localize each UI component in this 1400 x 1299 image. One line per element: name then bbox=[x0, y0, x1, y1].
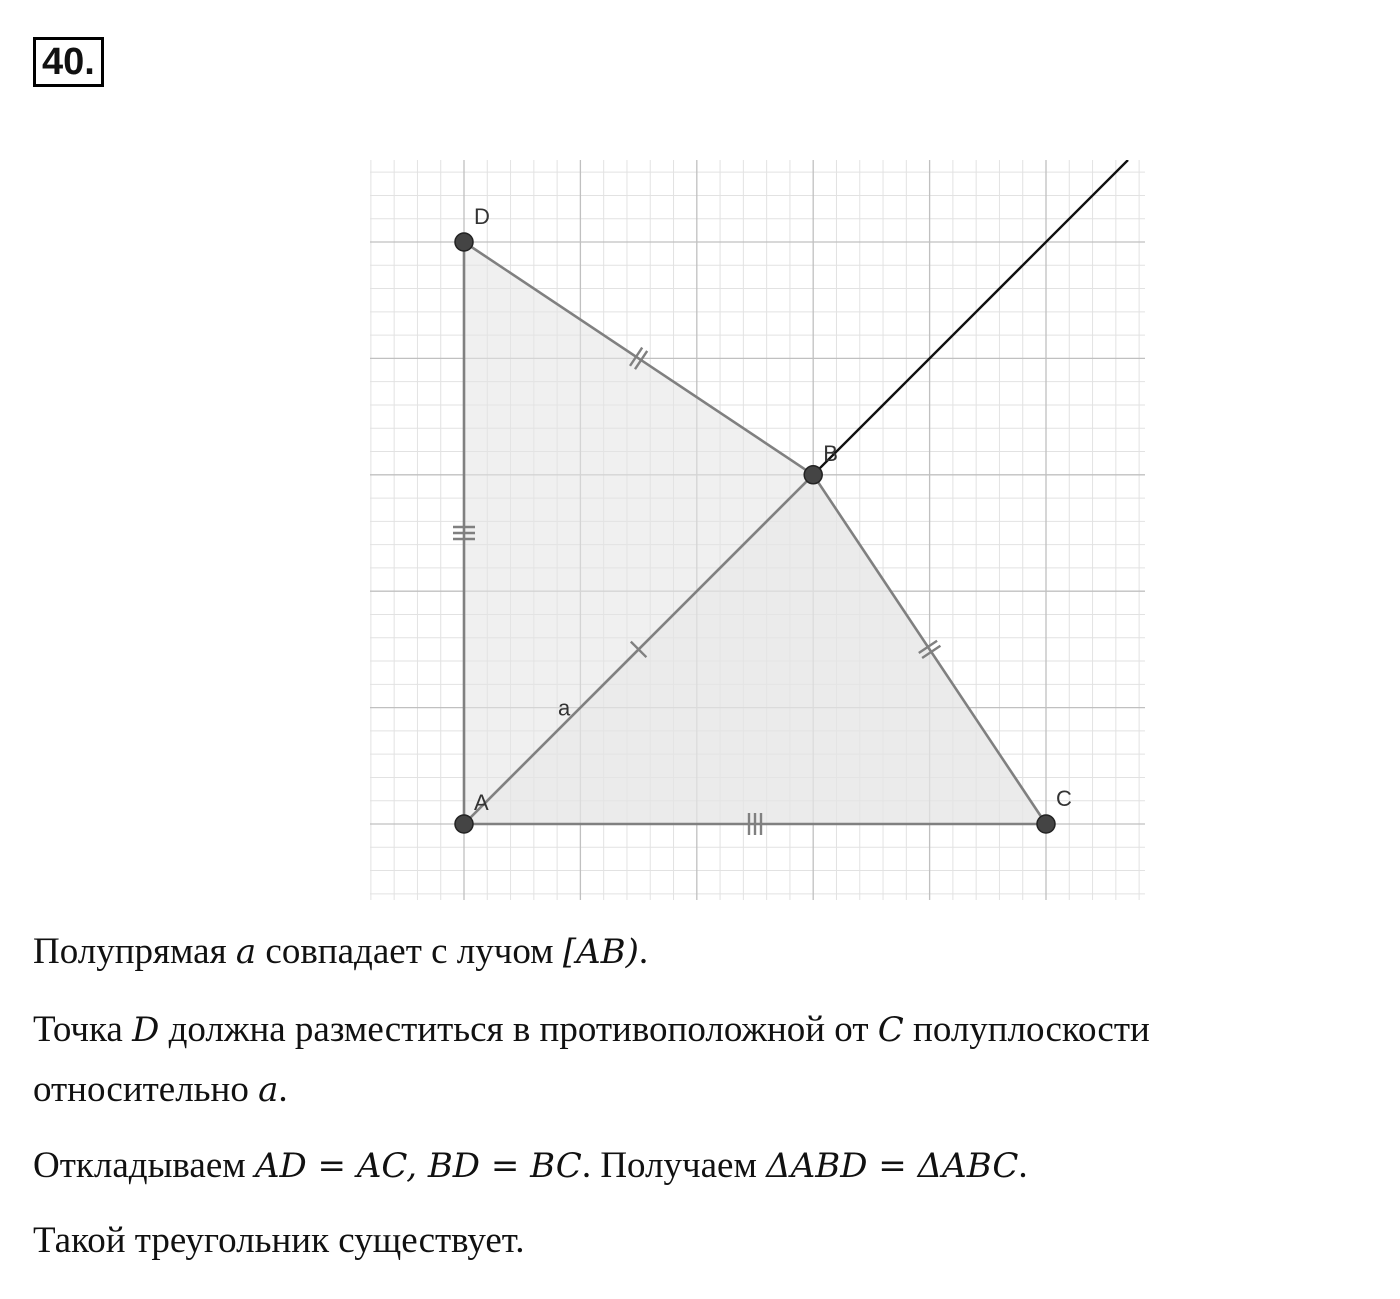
point-label-c: C bbox=[1056, 786, 1072, 811]
p2-math-d: D bbox=[132, 1010, 160, 1050]
point-b bbox=[804, 466, 822, 484]
problem-number: 40. bbox=[33, 37, 104, 87]
ray-a bbox=[813, 160, 1128, 475]
point-d bbox=[455, 233, 473, 251]
paragraph-ray bbox=[33, 922, 1373, 982]
p2-text-2: должна разместиться в противоположной от bbox=[159, 1009, 878, 1050]
ray-label-a: a bbox=[557, 695, 571, 721]
p1-text-2: совпадает с лучом bbox=[256, 931, 563, 972]
p2-math-c: C bbox=[877, 1010, 904, 1050]
p2-text-4: . bbox=[278, 1069, 288, 1110]
geometry-canvas bbox=[370, 160, 1145, 900]
paragraph-conclusion bbox=[33, 1211, 1373, 1271]
p3-text-2: . Получаем bbox=[581, 1145, 767, 1186]
point-label-a: A bbox=[474, 790, 489, 815]
p2-math-a: a bbox=[258, 1070, 279, 1110]
p2-text-1: Точка bbox=[33, 1009, 133, 1050]
p3-math-equalities: AD = AC, BD = BC bbox=[254, 1146, 582, 1186]
point-label-d: D bbox=[474, 204, 490, 229]
point-c bbox=[1037, 815, 1055, 833]
p4-text: Такой треугольник существует. bbox=[33, 1220, 525, 1261]
p1-text-3: . bbox=[638, 931, 649, 972]
p3-text-1: Откладываем bbox=[33, 1145, 255, 1186]
p1-math-a: a bbox=[235, 932, 257, 972]
paragraph-construction bbox=[33, 1136, 1373, 1196]
p3-math-triangles: ΔABD = ΔABC bbox=[766, 1146, 1019, 1186]
point-label-b: B bbox=[823, 440, 838, 466]
p1-math-ray-ab: [AB) bbox=[562, 932, 639, 972]
geometry-figure bbox=[370, 160, 1145, 900]
p1-text-1: Полупрямая bbox=[33, 931, 236, 972]
point-a bbox=[455, 815, 473, 833]
paragraph-point-d bbox=[33, 1000, 1373, 1120]
p3-text-3: . bbox=[1018, 1145, 1028, 1186]
p2-text-3: полуплоскости относительно bbox=[33, 1009, 1150, 1110]
